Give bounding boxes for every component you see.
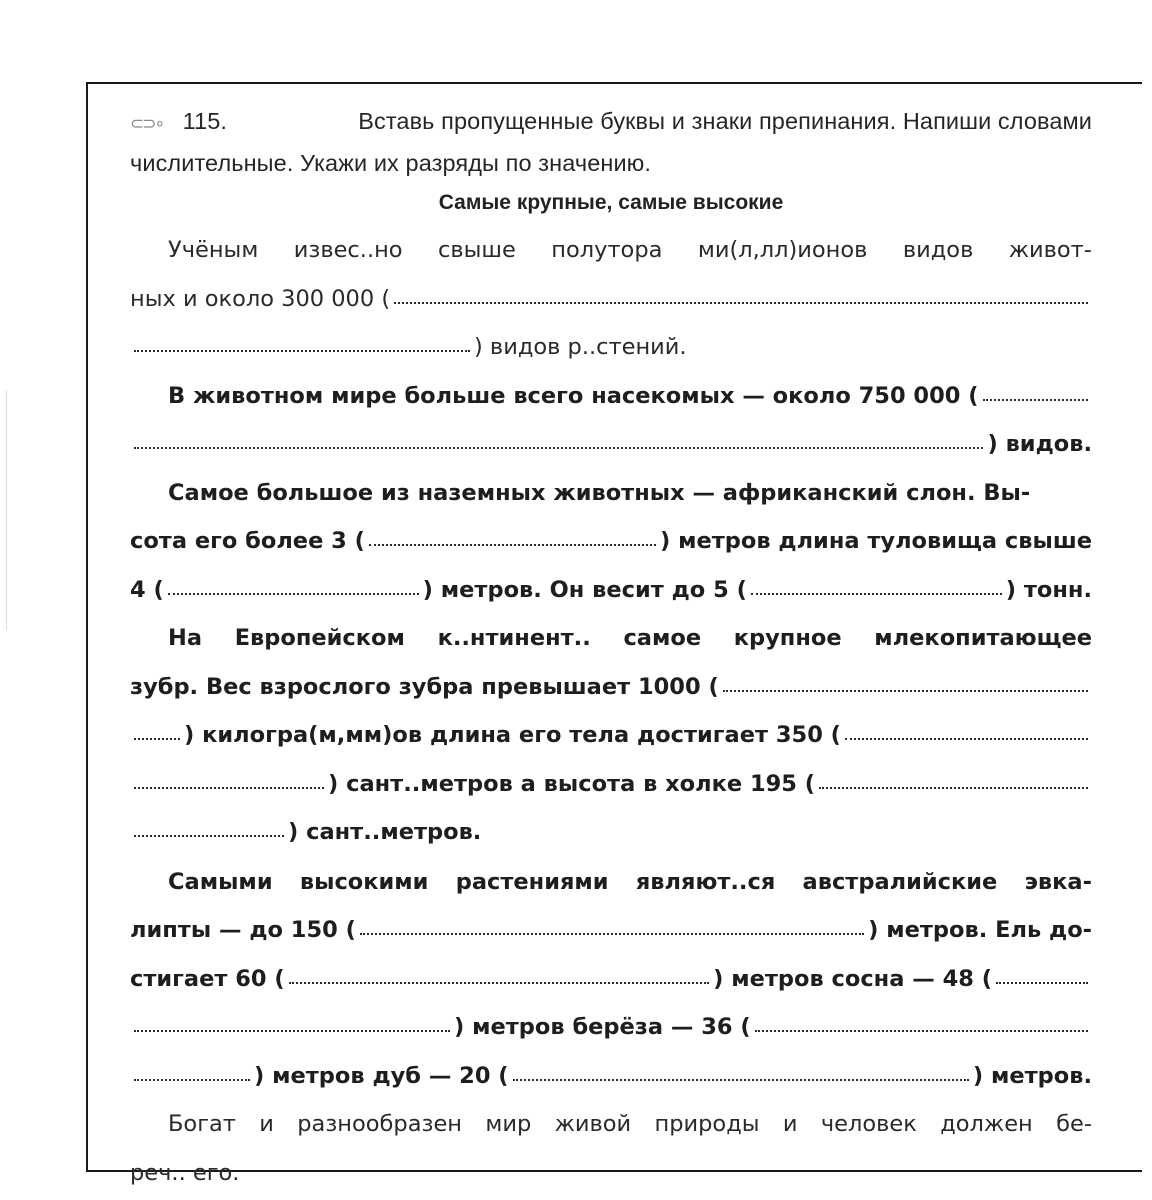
p4-line-5 — [130, 808, 1092, 857]
text-fragment: ) сант..метров а высота в холке 195 ( — [328, 770, 816, 797]
word: эвка- — [1024, 868, 1092, 895]
word: разнообразен — [297, 1111, 463, 1137]
answer-blank[interactable] — [289, 982, 709, 984]
word: видов — [902, 237, 974, 263]
exercise-content — [130, 100, 1092, 1197]
answer-blank[interactable] — [751, 593, 1002, 595]
word: На — [168, 625, 203, 651]
text-title: Самые крупные, самые высокие — [438, 191, 784, 214]
word: живот- — [1008, 237, 1092, 263]
answer-blank[interactable] — [134, 350, 470, 352]
p5-line-4 — [130, 1003, 1092, 1052]
word: Учёным — [168, 237, 259, 263]
text-fragment: ) метров длина туловища свыше — [659, 528, 1092, 554]
word: Самыми — [168, 868, 273, 895]
word: высокими — [299, 868, 429, 895]
word: растениями — [455, 868, 609, 895]
p5-line-1 — [130, 858, 1092, 907]
scan-margin-line — [6, 390, 7, 630]
word: к..нтинент.. — [437, 625, 591, 651]
word: Европейском — [234, 625, 405, 651]
text-fragment: ) сант..метров. — [288, 819, 482, 845]
word: и — [259, 1111, 274, 1137]
task-line-1 — [130, 100, 1092, 142]
answer-blank[interactable] — [134, 787, 324, 789]
answer-blank[interactable] — [134, 1030, 450, 1032]
answer-blank[interactable] — [360, 933, 864, 935]
answer-blank[interactable] — [845, 738, 1088, 740]
word: живой — [554, 1111, 632, 1137]
text-fragment: ) метров. — [972, 1062, 1092, 1089]
text-fragment: ) килогра(м,мм)ов длина его тела достигает 350 ( — [184, 722, 841, 748]
answer-blank[interactable] — [755, 1030, 1088, 1032]
task-text-1: Вставь пропущенные буквы и знаки препинания. Напиши словами — [358, 108, 1092, 134]
p4-line-1 — [130, 614, 1092, 663]
text-fragment: ) метров берёза — 36 ( — [454, 1014, 751, 1040]
word: австралийские — [802, 868, 998, 895]
text-fragment: 4 ( — [130, 576, 164, 603]
text-fragment: ) метров сосна — 48 ( — [713, 965, 992, 992]
word: бе- — [1056, 1111, 1092, 1137]
speech-dialog-icon: ⊂⊃∘ — [130, 114, 164, 133]
text-fragment: липты — до 150 ( — [130, 917, 356, 943]
text-fragment: ных и около 300 000 ( — [130, 285, 391, 312]
word: ми(л,лл)ионов — [697, 237, 868, 263]
text-fragment: ) тонн. — [1005, 576, 1093, 603]
task-number: 115. — [182, 108, 228, 134]
answer-blank[interactable] — [168, 593, 419, 595]
word: самое — [623, 625, 702, 651]
answer-blank[interactable] — [134, 738, 180, 740]
task-text-2: числительные. Укажи их разряды по значению. — [130, 150, 652, 176]
p1-line-2 — [130, 275, 1092, 324]
answer-blank[interactable] — [819, 787, 1088, 789]
answer-blank[interactable] — [394, 302, 1088, 304]
answer-blank[interactable] — [983, 399, 1088, 401]
answer-blank[interactable] — [134, 835, 284, 837]
word: крупное — [733, 625, 842, 651]
text-fragment: ) метров. Ель до- — [868, 917, 1092, 943]
p2-line-2 — [130, 420, 1092, 469]
p1-line-1 — [130, 226, 1092, 275]
word: должен — [940, 1111, 1033, 1137]
answer-blank[interactable] — [134, 1079, 250, 1081]
answer-blank[interactable] — [723, 690, 1088, 692]
word: и — [782, 1111, 798, 1137]
answer-blank[interactable] — [369, 544, 656, 546]
p4-line-4 — [130, 760, 1092, 809]
word: человек — [820, 1111, 917, 1137]
word: извес..но — [293, 237, 403, 263]
text-fragment: Самое большое из наземных животных — африканский слон. Вы- — [168, 479, 1031, 506]
p5-line-2 — [130, 906, 1092, 955]
task-header — [130, 100, 227, 145]
answer-blank[interactable] — [513, 1079, 969, 1081]
text-fragment: ) видов. — [987, 431, 1092, 457]
p3-line-3 — [130, 566, 1092, 615]
p4-line-2 — [130, 663, 1092, 712]
text-fragment: сота его более 3 ( — [130, 528, 365, 554]
text-fragment: зубр. Вес взрослого зубра превышает 1000 ( — [130, 673, 719, 700]
word: природы — [654, 1111, 760, 1137]
p1-line-3 — [130, 323, 1092, 372]
p4-line-3 — [130, 711, 1092, 760]
p3-line-1 — [130, 469, 1092, 518]
word: млекопитающее — [874, 625, 1092, 651]
answer-blank[interactable] — [996, 982, 1088, 984]
text-fragment: ) метров. Он весит до 5 ( — [422, 576, 747, 603]
p3-line-2 — [130, 517, 1092, 566]
word: свыше — [438, 237, 516, 263]
text-fragment: реч.. его. — [130, 1159, 240, 1186]
p2-line-1 — [130, 372, 1092, 421]
p6-line-2 — [130, 1149, 1092, 1198]
text-fragment: В животном мире больше всего насекомых — около 750 000 ( — [168, 382, 979, 409]
text-fragment: ) видов р..стений. — [474, 334, 687, 360]
p6-line-1 — [130, 1100, 1092, 1149]
word: мир — [485, 1111, 532, 1137]
text-fragment: стигает 60 ( — [130, 965, 285, 992]
task-line-2 — [130, 142, 1092, 184]
word: являют..ся — [635, 868, 776, 895]
word: Богат — [168, 1111, 236, 1137]
p5-line-5 — [130, 1052, 1092, 1101]
word: полутора — [551, 237, 663, 263]
answer-blank[interactable] — [134, 447, 983, 449]
p5-line-3 — [130, 955, 1092, 1004]
text-fragment: ) метров дуб — 20 ( — [254, 1062, 509, 1089]
